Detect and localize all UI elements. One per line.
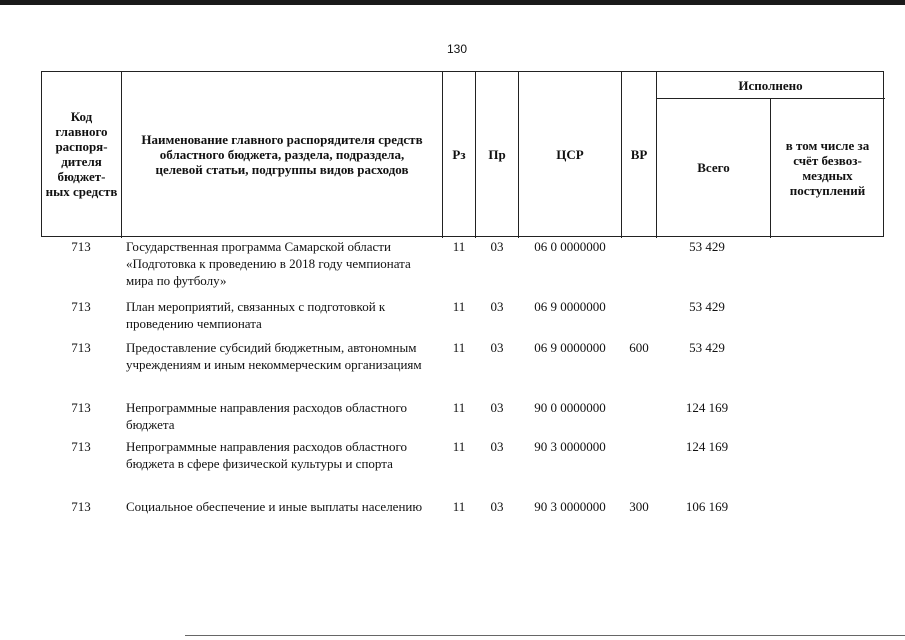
header-vr: ВР xyxy=(630,146,648,162)
row-vr: 300 xyxy=(629,499,649,514)
row-pr: 03 xyxy=(490,439,504,454)
row-code: 713 xyxy=(71,439,91,454)
row-rz: 11 xyxy=(452,340,466,355)
table-header xyxy=(41,71,884,237)
row-name: План мероприятий, связанных с подготовкой к проведению чемпионата xyxy=(126,299,386,331)
row-name: Государственная программа Самарской области «Подготовка к проведению в 2018 году чемпионата мира по футболу» xyxy=(126,239,411,288)
row-pr: 03 xyxy=(490,299,504,314)
header-code: Код главного распоря- дителя бюджет- ных средств xyxy=(45,109,118,199)
header-pr: Пр xyxy=(488,146,506,162)
row-pr: 03 xyxy=(490,400,504,415)
header-incl: в том числе за счёт безвоз- мездных поступлений xyxy=(785,137,870,198)
bottom-rule xyxy=(185,635,905,636)
header-csr: ЦСР xyxy=(556,146,584,162)
row-name: Непрограммные направления расходов областного бюджета в сфере физической культуры и спорта xyxy=(126,439,407,471)
row-rz: 11 xyxy=(452,439,466,454)
header-rz: Рз xyxy=(452,146,466,162)
header-total: Всего xyxy=(697,160,730,175)
row-total: 124 169 xyxy=(685,439,729,454)
row-name: Социальное обеспечение и иные выплаты населению xyxy=(126,499,423,514)
row-total: 53 429 xyxy=(689,299,725,314)
row-code: 713 xyxy=(71,239,91,254)
row-code: 713 xyxy=(71,299,91,314)
row-csr: 06 9 0000000 xyxy=(534,299,606,314)
row-rz: 11 xyxy=(452,400,466,415)
row-csr: 90 0 0000000 xyxy=(534,400,606,415)
row-name: Непрограммные направления расходов областного бюджета xyxy=(126,400,407,432)
header-executed: Исполнено xyxy=(738,77,803,93)
row-rz: 11 xyxy=(452,239,466,254)
row-vr: 600 xyxy=(629,340,649,355)
row-pr: 03 xyxy=(490,340,504,355)
page-number: 130 xyxy=(447,42,468,56)
row-rz: 11 xyxy=(452,499,466,514)
row-csr: 06 0 0000000 xyxy=(534,239,606,254)
row-code: 713 xyxy=(71,499,91,514)
row-csr: 90 3 0000000 xyxy=(534,439,606,454)
header-name: Наименование главного распорядителя средств областного бюджета, раздела, подраздела, целевой статьи, подгруппы видов расходов xyxy=(141,131,423,177)
row-total: 124 169 xyxy=(685,400,729,415)
row-total: 53 429 xyxy=(689,340,725,355)
row-csr: 06 9 0000000 xyxy=(534,340,606,355)
row-pr: 03 xyxy=(490,239,504,254)
row-total: 106 169 xyxy=(685,499,729,514)
row-code: 713 xyxy=(71,340,91,355)
row-name: Предоставление субсидий бюджетным, автономным учреждениям и иным некоммерческим организациям xyxy=(126,340,422,372)
row-rz: 11 xyxy=(452,299,466,314)
row-pr: 03 xyxy=(490,499,504,514)
row-csr: 90 3 0000000 xyxy=(534,499,606,514)
top-rule xyxy=(0,0,905,5)
row-code: 713 xyxy=(71,400,91,415)
row-total: 53 429 xyxy=(689,239,725,254)
